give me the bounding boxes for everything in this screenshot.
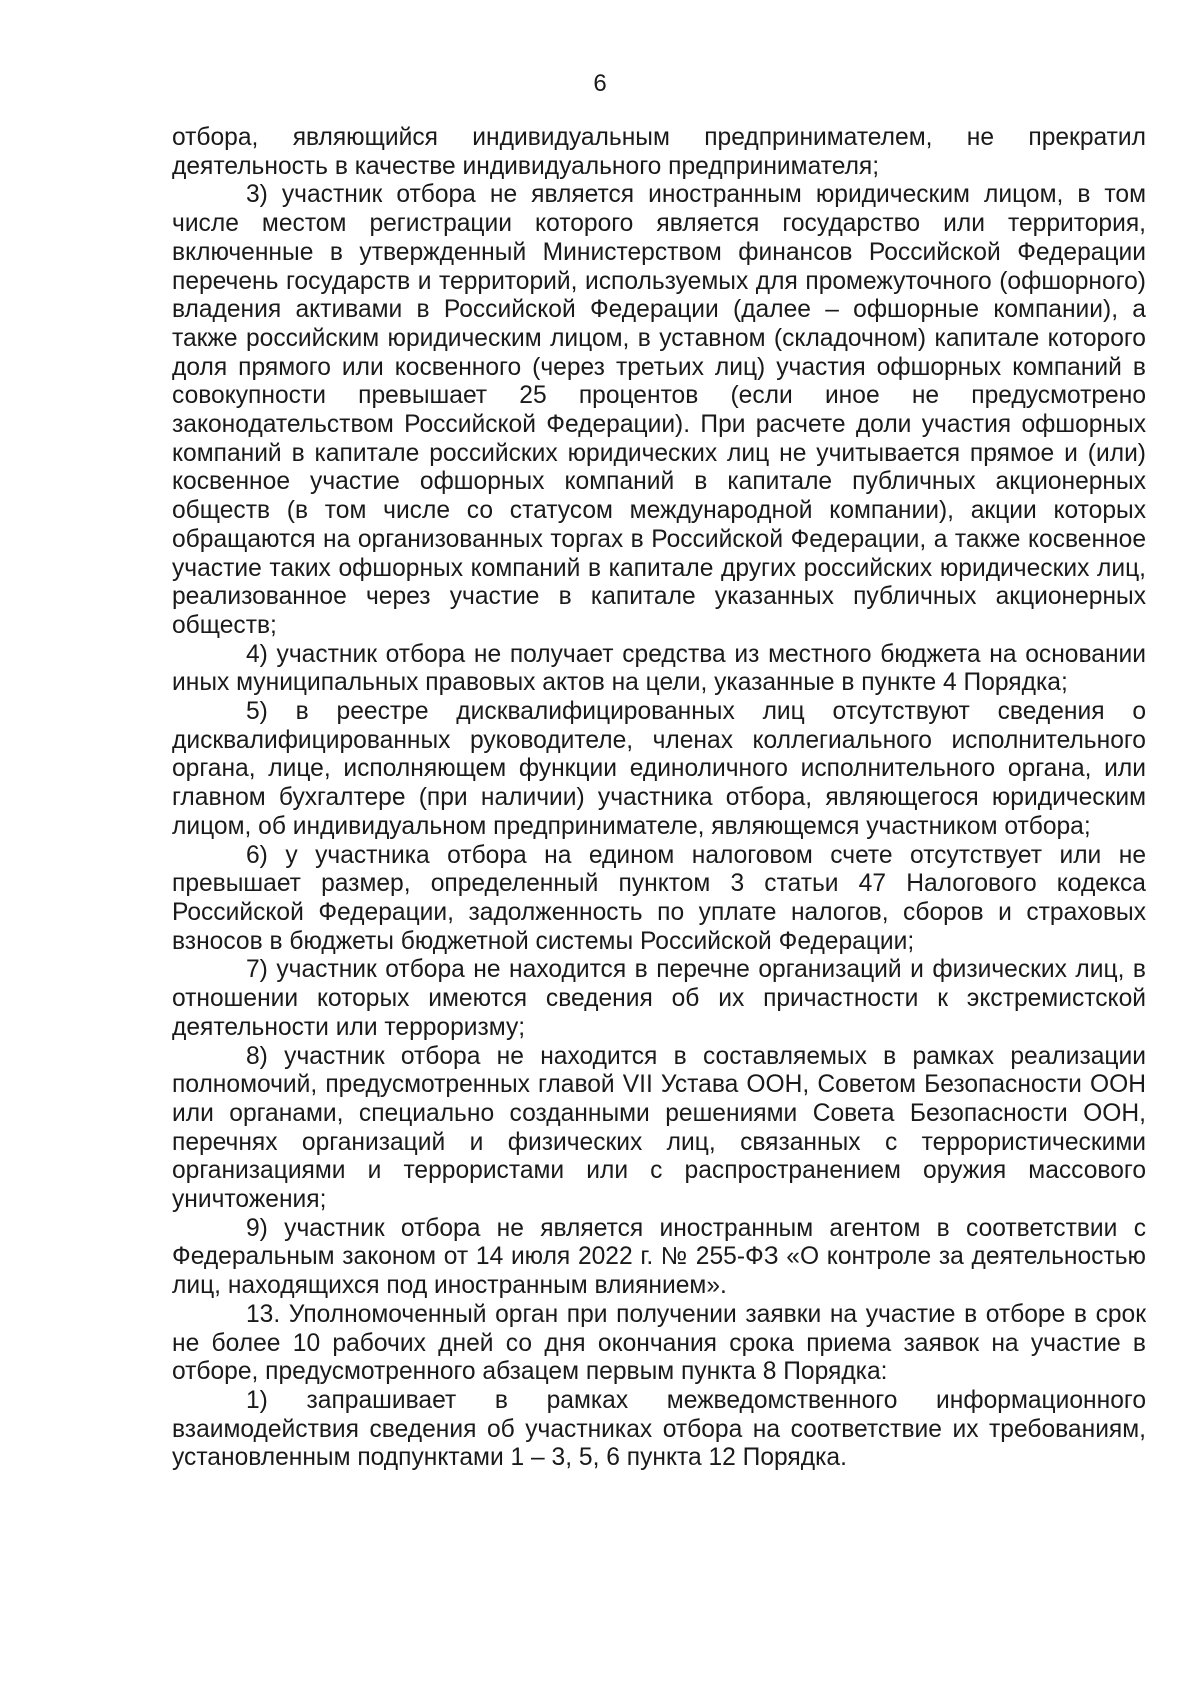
paragraph-section-13: 13. Уполномоченный орган при получении заявки на участие в отборе в срок не более 10 рабочих дней со дня окончания срока приема заявок на участие в отборе, предусмотренного абзацем первым пункта 8 Порядка: <box>172 1300 1146 1386</box>
paragraph-item-3: 3) участник отбора не является иностранным юридическим лицом, в том числе местом регистрации которого является государство или территория, включенные в утвержденный Министерством финансов Российской Федерации перечень государств и территорий, используемых для промежуточного (офшорного) владения активами в Российской Федерации (далее – офшорные компании), а также российским юридическим лицом, в уставном (складочном) капитале которого доля прямого или косвенного (через третьих лиц) участия офшорных компаний в совокупности превышает 25 процентов (если иное не предусмотрено законодательством Российской Федерации). При расчете доли участия офшорных компаний в капитале российских юридических лиц не учитывается прямое и (или) косвенное участие офшорных компаний в капитале публичных акционерных обществ (в том числе со статусом международной компании), акции которых обращаются на организованных торгах в Российской Федерации, а также косвенное участие таких офшорных компаний в капитале других российских юридических лиц, реализованное через участие в капитале указанных публичных акционерных обществ; <box>172 181 1146 639</box>
paragraph-section-13-item-1: 1) запрашивает в рамках межведомственного информационного взаимодействия сведения об участниках отбора на соответствие их требованиям, установленным подпунктами 1 – 3, 5, 6 пункта 12 Порядка. <box>172 1386 1146 1472</box>
paragraph-item-5: 5) в реестре дисквалифицированных лиц отсутствуют сведения о дисквалифицированных руководителе, членах коллегиального исполнительного органа, лице, исполняющем функции единоличного исполнительного органа, или главном бухгалтере (при наличии) участника отбора, являющегося юридическим лицом, об индивидуальном предпринимателе, являющемся участником отбора; <box>172 698 1146 840</box>
paragraph-item-4: 4) участник отбора не получает средства из местного бюджета на основании иных муниципальных правовых актов на цели, указанные в пункте 4 Порядка; <box>172 640 1146 697</box>
paragraph-item-9: 9) участник отбора не является иностранным агентом в соответствии с Федеральным законом от 14 июля 2022 г. № 255-ФЗ «О контроле за деятельностью лиц, находящихся под иностранным влиянием». <box>172 1214 1146 1300</box>
paragraph-item-6: 6) у участника отбора на едином налоговом счете отсутствует или не превышает размер, определенный пунктом 3 статьи 47 Налогового кодекса Российской Федерации, задолженность по уплате налогов, сборов и страховых взносов в бюджеты бюджетной системы Российской Федерации; <box>172 841 1146 955</box>
paragraph-item-8: 8) участник отбора не находится в составляемых в рамках реализации полномочий, предусмотренных главой VII Устава ООН, Советом Безопасности ООН или органами, специально созданными решениями Совета Безопасности ООН, перечнях организаций и физических лиц, связанных с террористическими организациями и террористами или с распространением оружия массового уничтожения; <box>172 1042 1146 1214</box>
document-body <box>172 124 1146 1473</box>
page-number: 6 <box>593 70 607 97</box>
paragraph-item-7: 7) участник отбора не находится в перечне организаций и физических лиц, в отношении которых имеются сведения об их причастности к экстремистской деятельности или терроризму; <box>172 956 1146 1041</box>
paragraph-continuation: отбора, являющийся индивидуальным предпринимателем, не прекратил деятельность в качестве индивидуального предпринимателя; <box>172 124 1146 180</box>
